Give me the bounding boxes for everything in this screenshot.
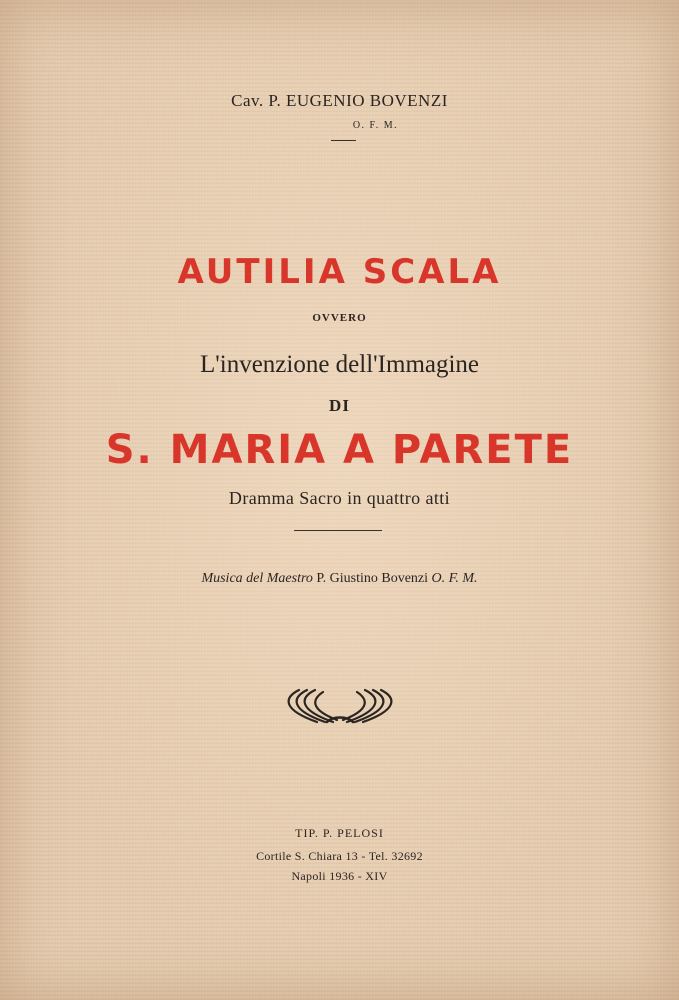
double-scroll-ornament-icon — [277, 680, 403, 730]
composer-name: P. Giustino Bovenzi — [316, 571, 429, 586]
saint-title: S. MARIA A PARETE — [105, 427, 574, 473]
divider-medium — [294, 530, 382, 531]
place-date: Napoli 1936 - XIV — [291, 869, 388, 883]
title-preposition: DI — [329, 396, 350, 415]
divider-short — [331, 140, 356, 141]
music-prefix: Musica del Maestro — [201, 571, 313, 586]
music-credit — [0, 571, 679, 587]
subtitle: L'invenzione dell'Immagine — [199, 351, 480, 378]
printer-address: Cortile S. Chiara 13 - Tel. 32692 — [256, 849, 423, 863]
author-name: Cav. P. EUGENIO BOVENZI — [231, 91, 448, 110]
genre-line: Dramma Sacro in quattro atti — [228, 488, 451, 508]
composer-order: O. F. M. — [431, 571, 478, 586]
main-title: AUTILIA SCALA — [177, 252, 502, 292]
author-order: O. F. M. — [352, 120, 399, 131]
title-connector: OVVERO — [312, 312, 367, 324]
printer-name: TIP. P. PELOSI — [295, 826, 384, 840]
